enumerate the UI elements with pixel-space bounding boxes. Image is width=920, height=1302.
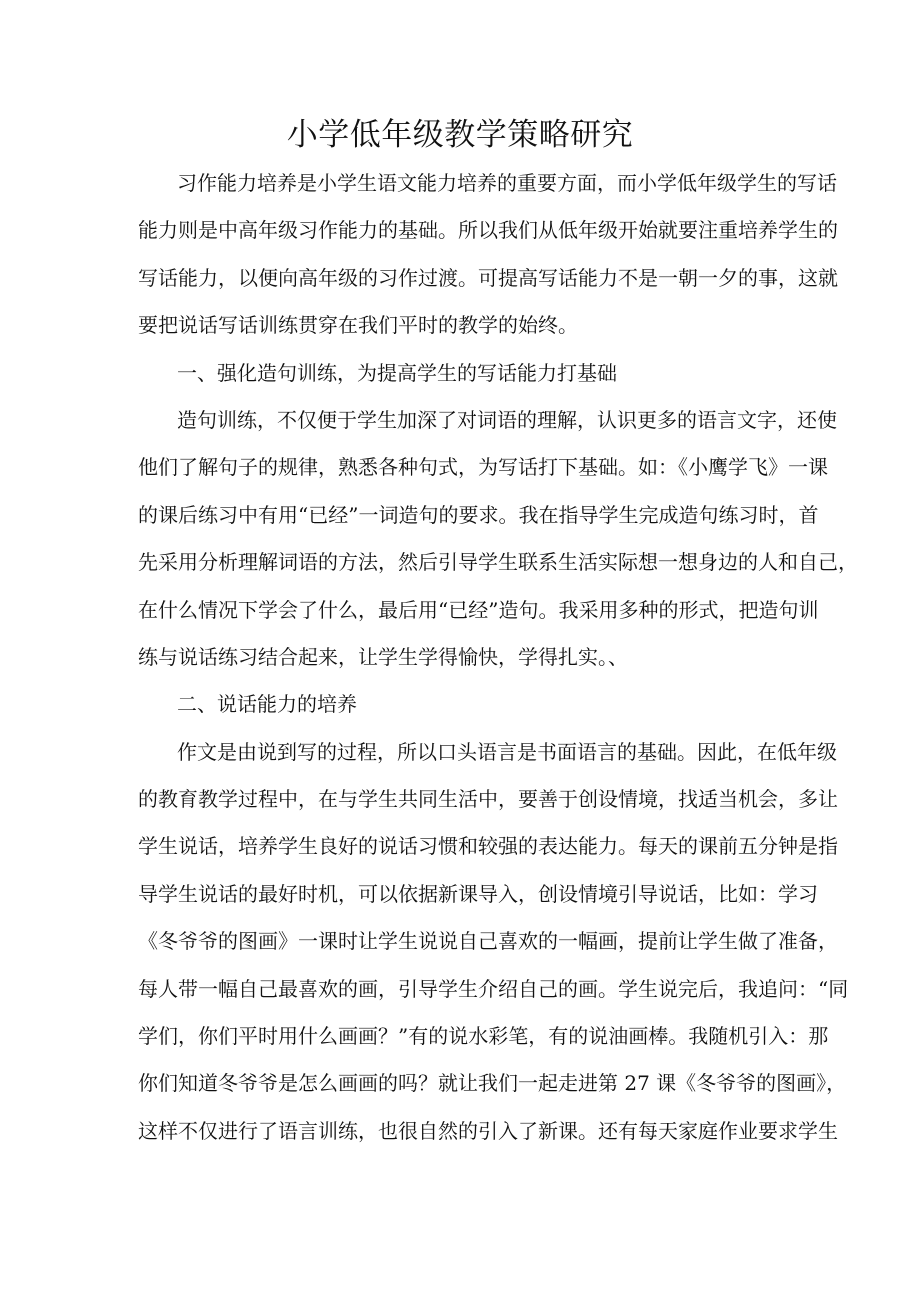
- document-title: 小学低年级教学策略研究: [286, 117, 634, 153]
- paragraph-speaking-line-6: 每人带一幅自己最喜欢的画，引导学生介绍自己的画。学生说完后，我追问：“同: [138, 976, 849, 1001]
- paragraph-intro-line-2: 能力则是中高年级习作能力的基础。所以我们从低年级开始就要注重培养学生的: [138, 218, 838, 243]
- section-heading-2: 二、说话能力的培养: [177, 692, 357, 717]
- paragraph-speaking-line-2: 的教育教学过程中，在与学生共同生活中，要善于创设情境，找适当机会，多让: [138, 787, 838, 812]
- paragraph-sentence-line-3: 的课后练习中有用“已经”一词造句的要求。我在指导学生完成造句练习时，首: [138, 502, 819, 527]
- paragraph-speaking-line-8: 你们知道冬爷爷是怎么画画的吗？就让我们一起走进第 27 课《冬爷爷的图画》，: [138, 1071, 847, 1096]
- paragraph-sentence-line-5: 在什么情况下学会了什么，最后用“已经”造句。我采用多种的形式，把造句训: [138, 597, 819, 622]
- paragraph-speaking-line-3: 学生说话，培养学生良好的说话习惯和较强的表达能力。每天的课前五分钟是指: [138, 834, 838, 859]
- section-heading-1: 一、强化造句训练，为提高学生的写话能力打基础: [177, 360, 617, 385]
- document-body: [138, 160, 858, 1155]
- paragraph-sentence-line-6: 练与说话练习结合起来，让学生学得愉快，学得扎实。、: [138, 644, 628, 669]
- paragraph-sentence-line-4: 先采用分析理解词语的方法，然后引导学生联系生活实际想一想身边的人和自己，: [138, 550, 858, 575]
- paragraph-speaking-line-4: 导学生说话的最好时机，可以依据新课导入，创设情境引导说话，比如：学习: [138, 881, 818, 906]
- paragraph-intro-line-4: 要把说话写话训练贯穿在我们平时的教学的始终。: [138, 313, 578, 338]
- paragraph-speaking-line-1: 作文是由说到写的过程，所以口头语言是书面语言的基础。因此，在低年级: [177, 739, 837, 764]
- paragraph-sentence-line-2: 他们了解句子的规律，熟悉各种句式，为写话打下基础。如：《小鹰学飞》一课: [138, 455, 828, 480]
- paragraph-intro-line-3: 写话能力，以便向高年级的习作过渡。可提高写话能力不是一朝一夕的事，这就: [138, 265, 838, 290]
- paragraph-speaking-line-9: 这样不仅进行了语言训练，也很自然的引入了新课。还有每天家庭作业要求学生: [138, 1118, 838, 1143]
- paragraph-speaking-line-7: 学们，你们平时用什么画画？”有的说水彩笔，有的说油画棒。我随机引入：那: [138, 1024, 829, 1049]
- paragraph-intro-line-1: 习作能力培养是小学生语文能力培养的重要方面，而小学低年级学生的写话: [177, 171, 837, 195]
- paragraph-sentence-line-1: 造句训练，不仅便于学生加深了对词语的理解，认识更多的语言文字，还使: [177, 407, 837, 432]
- paragraph-speaking-line-5: 《冬爷爷的图画》一课时让学生说说自己喜欢的一幅画，提前让学生做了准备，: [138, 929, 838, 954]
